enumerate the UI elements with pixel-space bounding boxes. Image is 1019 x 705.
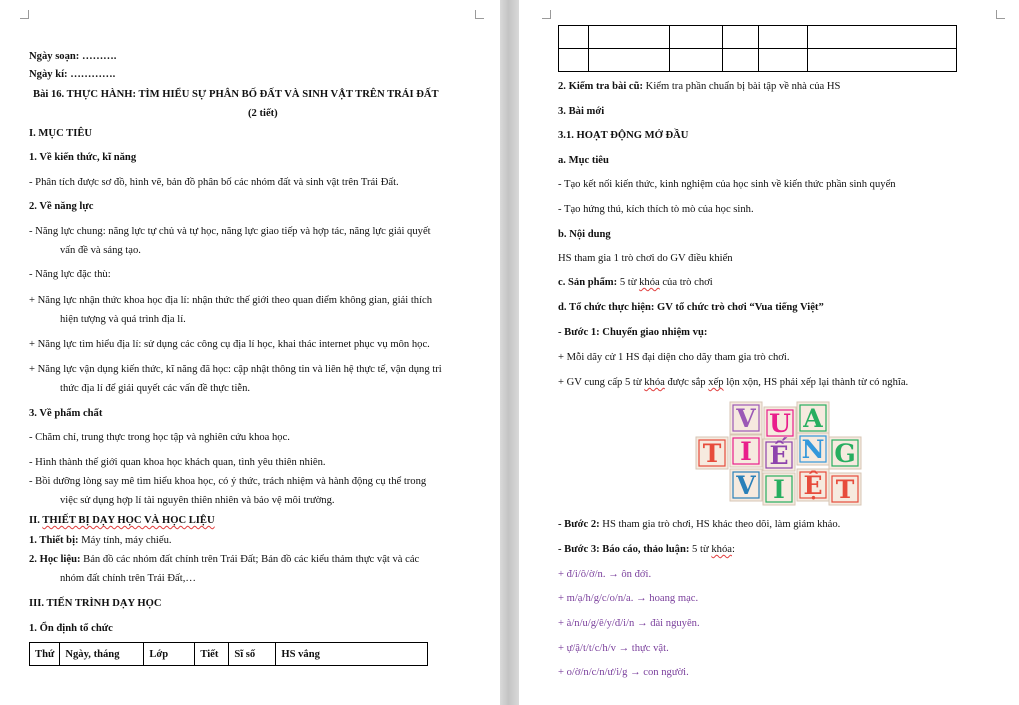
attendance-table bbox=[29, 642, 428, 666]
paragraph: HS tham gia 1 trò chơi do GV điều khiển bbox=[558, 253, 733, 264]
label: 2. Kiểm tra bài cũ: bbox=[558, 81, 644, 92]
heading-muc-tieu: I. MỤC TIÊU bbox=[29, 128, 93, 139]
logo-letter: V bbox=[736, 404, 756, 433]
document-page-right bbox=[519, 0, 1019, 705]
heading-thiet-bi bbox=[29, 514, 215, 528]
keyword-answer: + đ/i/ô/ờ/n. → ôn đới. bbox=[558, 569, 652, 580]
paragraph: vấn đề và sáng tạo. bbox=[60, 245, 141, 256]
text: + GV cung cấp 5 từ bbox=[558, 377, 645, 388]
label: 1. Thiết bị: bbox=[29, 535, 79, 546]
paragraph: việc sử dụng hợp lí tài nguyên thiên nhiên và bảo vệ môi trường. bbox=[60, 495, 335, 506]
paragraph: nhóm đất chính trên Trái Đất,… bbox=[60, 573, 196, 584]
buoc-2-line bbox=[558, 518, 840, 532]
table-row bbox=[559, 49, 957, 72]
heading-text: THIẾT BỊ DẠY HỌC VÀ HỌC LIỆU bbox=[42, 515, 215, 526]
label: c. Sản phẩm: bbox=[558, 277, 618, 288]
lesson-subtitle: (2 tiết) bbox=[248, 108, 278, 119]
heading-hoat-dong: 3.1. HOẠT ĐỘNG MỞ ĐẦU bbox=[558, 130, 689, 141]
vua-tieng-viet-logo bbox=[691, 397, 866, 509]
page-gutter bbox=[500, 0, 519, 705]
table-header-cell: Sĩ số bbox=[229, 643, 276, 666]
logo-letter: I bbox=[740, 437, 752, 466]
table-cell bbox=[589, 26, 670, 49]
attendance-table-continued bbox=[558, 25, 957, 72]
paragraph bbox=[558, 376, 908, 390]
paragraph: + Năng lực nhận thức khoa học địa lí: nhận thức thế giới theo quan điểm không gian, giải thích bbox=[29, 295, 433, 306]
table-cell bbox=[589, 49, 670, 72]
heading-pham-chat: 3. Về phẩm chất bbox=[29, 408, 103, 419]
text: được sắp bbox=[664, 377, 709, 388]
table-cell bbox=[723, 49, 759, 72]
keyword-answer: + o/ờ/n/c/n/ư/i/g → con người. bbox=[558, 667, 689, 678]
heading-bai-moi: 3. Bài mới bbox=[558, 106, 605, 117]
table-header-cell: Ngày, tháng bbox=[60, 643, 144, 666]
keyword-answer: + ự/ậ/t/t/c/h/v → thực vật. bbox=[558, 643, 669, 654]
logo-letter: G bbox=[834, 439, 856, 468]
logo-letter: U bbox=[769, 409, 791, 438]
logo-letter: Ế bbox=[769, 441, 789, 470]
ngay-ki: Ngày kí: …………. bbox=[29, 69, 116, 80]
text: 5 từ bbox=[689, 544, 712, 555]
page-corner-mark bbox=[20, 10, 29, 19]
text: HS tham gia trò chơi, HS khác theo dõi, làm giám khảo. bbox=[599, 519, 841, 530]
text: của trò chơi bbox=[659, 277, 713, 288]
buoc-3-line bbox=[558, 543, 735, 557]
heading-tien-trinh: III. TIẾN TRÌNH DẠY HỌC bbox=[29, 598, 162, 609]
paragraph: thức địa lí để giải quyết các vấn đề thực tiễn. bbox=[60, 383, 251, 394]
paragraph: - Chăm chỉ, trung thực trong học tập và nghiên cứu khoa học. bbox=[29, 432, 290, 443]
table-cell bbox=[808, 49, 957, 72]
text: Kiểm tra phần chuẩn bị bài tập về nhà của HS bbox=[643, 81, 841, 92]
hoc-lieu-line bbox=[29, 553, 419, 567]
text: lộn xộn, HS phải xếp lại thành từ có nghĩa. bbox=[723, 377, 909, 388]
table-header-cell: Thứ bbox=[30, 643, 60, 666]
paragraph: - Bồi dưỡng lòng say mê tìm hiểu khoa học, có ý thức, trách nhiệm và hành động cụ thể trong bbox=[29, 476, 427, 487]
misspelled-word: khóa bbox=[639, 277, 660, 288]
ngay-soan: Ngày soạn: ………. bbox=[29, 51, 117, 62]
kiem-tra-line bbox=[558, 80, 840, 94]
heading-on-dinh: 1. Ổn định tổ chức bbox=[29, 623, 113, 634]
heading-prefix: II. bbox=[29, 515, 43, 526]
paragraph: - Phân tích được sơ đồ, hình vẽ, bản đồ phân bố các nhóm đất và sinh vật trên Trái Đất. bbox=[29, 177, 399, 188]
logo-letter: N bbox=[801, 435, 825, 464]
table-row bbox=[30, 643, 428, 666]
paragraph: - Năng lực đặc thù: bbox=[29, 269, 111, 280]
logo-letter: Ệ bbox=[803, 471, 823, 500]
heading-muc-tieu: a. Mục tiêu bbox=[558, 155, 609, 166]
table-cell bbox=[759, 26, 808, 49]
lesson-title: Bài 16. THỰC HÀNH: TÌM HIỂU SỰ PHÂN BỐ ĐẤT VÀ SINH VẬT TRÊN TRÁI ĐẤT bbox=[33, 89, 439, 100]
table-header-cell: Tiết bbox=[195, 643, 229, 666]
heading-noi-dung: b. Nội dung bbox=[558, 229, 611, 240]
paragraph: - Hình thành thế giới quan khoa học khách quan, tình yêu thiên nhiên. bbox=[29, 457, 326, 468]
page-corner-mark bbox=[542, 10, 551, 19]
keyword-answer: + à/n/u/g/ê/y/đ/i/n → đài nguyên. bbox=[558, 618, 700, 629]
logo-letter: V bbox=[736, 471, 756, 500]
paragraph: + Năng lực vận dụng kiến thức, kĩ năng đã học: cập nhật thông tin và liên hệ thực tế, vận dụng tri bbox=[29, 364, 442, 375]
heading-to-chuc: d. Tổ chức thực hiện: GV tổ chức trò chơi “Vua tiếng Việt” bbox=[558, 302, 824, 313]
table-header-cell: Lớp bbox=[144, 643, 195, 666]
heading-nang-luc: 2. Về năng lực bbox=[29, 201, 94, 212]
misspelled-word: xếp bbox=[708, 377, 724, 388]
label: - Bước 3: Báo cáo, thảo luận: bbox=[558, 544, 690, 555]
paragraph: hiện tượng và quá trình địa lí. bbox=[60, 314, 186, 325]
label: 2. Học liệu: bbox=[29, 554, 81, 565]
heading-kien-thuc: 1. Về kiến thức, kĩ năng bbox=[29, 152, 137, 163]
logo-letter: T bbox=[835, 475, 855, 504]
logo-letter: I bbox=[773, 475, 785, 504]
paragraph: - Tạo hứng thú, kích thích tò mò của học sinh. bbox=[558, 204, 754, 215]
paragraph: + Mỗi dãy cử 1 HS đại diện cho dãy tham gia trò chơi. bbox=[558, 352, 790, 363]
paragraph: - Tạo kết nối kiến thức, kinh nghiệm của học sinh về kiến thức phần sinh quyển bbox=[558, 179, 896, 190]
table-cell bbox=[670, 26, 723, 49]
keyword-answer: + m/ạ/h/g/c/o/n/a. → hoang mạc. bbox=[558, 593, 699, 604]
thiet-bi-line bbox=[29, 534, 172, 548]
misspelled-word: khóa bbox=[644, 377, 665, 388]
logo-letter: A bbox=[803, 404, 823, 433]
table-cell bbox=[759, 49, 808, 72]
paragraph: + Năng lực tìm hiểu địa lí: sử dụng các công cụ địa lí học, khai thác internet phục vụ môn học. bbox=[29, 339, 430, 350]
page-corner-mark bbox=[996, 10, 1005, 19]
heading-buoc-1: - Bước 1: Chuyển giao nhiệm vụ: bbox=[558, 327, 708, 338]
page-corner-mark bbox=[475, 10, 484, 19]
label: - Bước 2: bbox=[558, 519, 600, 530]
table-cell bbox=[723, 26, 759, 49]
document-page-left bbox=[0, 0, 500, 705]
text: 5 từ bbox=[617, 277, 640, 288]
text: Máy tính, máy chiếu. bbox=[78, 535, 172, 546]
table-cell bbox=[559, 26, 589, 49]
table-cell bbox=[559, 49, 589, 72]
misspelled-word: khóa bbox=[711, 544, 732, 555]
paragraph: - Năng lực chung: năng lực tự chủ và tự học, năng lực giao tiếp và hợp tác, năng lực giải quyết bbox=[29, 226, 431, 237]
logo-letter: T bbox=[702, 439, 722, 468]
table-cell bbox=[808, 26, 957, 49]
text: Bản đồ các nhóm đất chính trên Trái Đất; Bản đồ các kiểu thảm thực vật và các bbox=[80, 554, 420, 565]
table-cell bbox=[670, 49, 723, 72]
san-pham-line bbox=[558, 276, 713, 290]
table-header-cell: HS vắng bbox=[276, 643, 428, 666]
text: : bbox=[731, 544, 735, 555]
table-row bbox=[559, 26, 957, 49]
